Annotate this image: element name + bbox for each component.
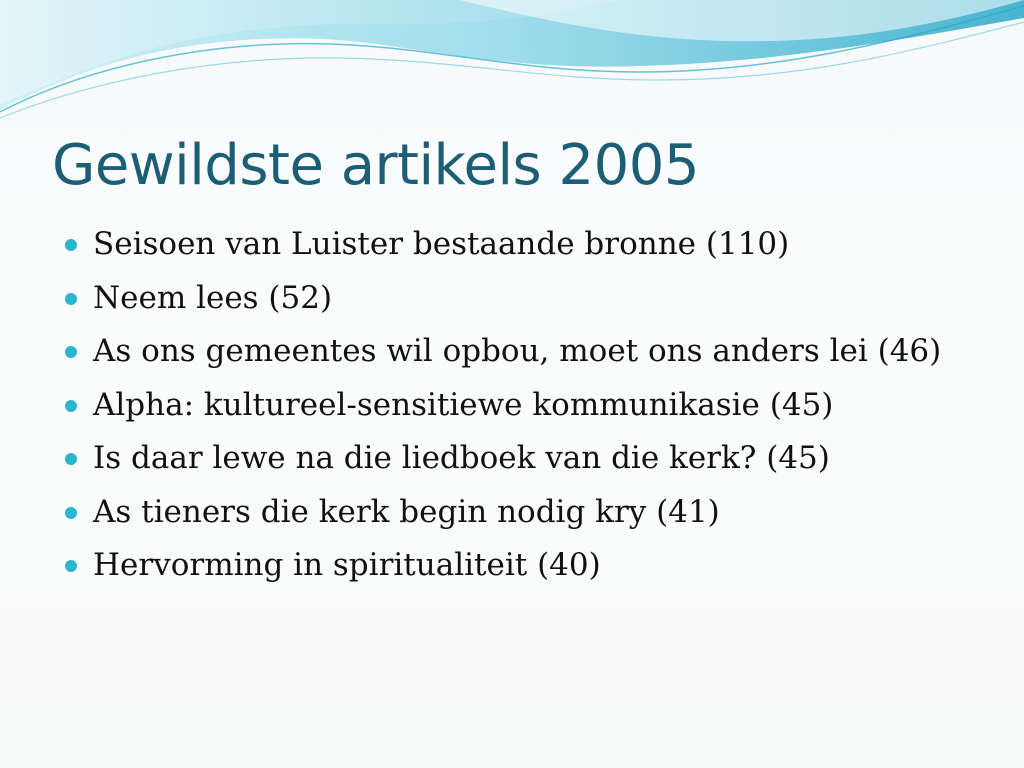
bullet-text: Neem lees (52) (93, 279, 333, 316)
bullet-dot-icon (65, 507, 77, 519)
bullet-text: Is daar lewe na die liedboek van die kerk? (45) (93, 440, 830, 476)
bullet-dot-icon (65, 293, 77, 305)
bullet-dot-icon (65, 239, 77, 251)
bullet-item (64, 432, 941, 486)
bullet-dot-icon (65, 346, 77, 358)
slide-title: Gewildste artikels 2005 (52, 133, 699, 198)
bullet-item (64, 272, 941, 326)
bullet-text: Alpha: kultureel-sensitiewe kommunikasie (45) (93, 386, 834, 423)
bullet-item (64, 486, 941, 540)
wave-decoration (0, 0, 1024, 130)
bullet-item (64, 325, 941, 379)
bullet-item (64, 379, 941, 433)
bullet-item (64, 539, 941, 593)
bullet-text: As ons gemeentes wil opbou, moet ons anders lei (46) (93, 333, 942, 369)
bullet-text: Seisoen van Luister bestaande bronne (110) (93, 226, 790, 262)
bullet-dot-icon (65, 400, 77, 412)
bullet-list (64, 218, 941, 593)
bullet-dot-icon (65, 453, 77, 465)
bullet-text: As tieners die kerk begin nodig kry (41) (93, 493, 720, 530)
bullet-text: Hervorming in spiritualiteit (40) (93, 547, 601, 583)
bullet-item (64, 218, 941, 272)
bullet-dot-icon (65, 560, 77, 572)
